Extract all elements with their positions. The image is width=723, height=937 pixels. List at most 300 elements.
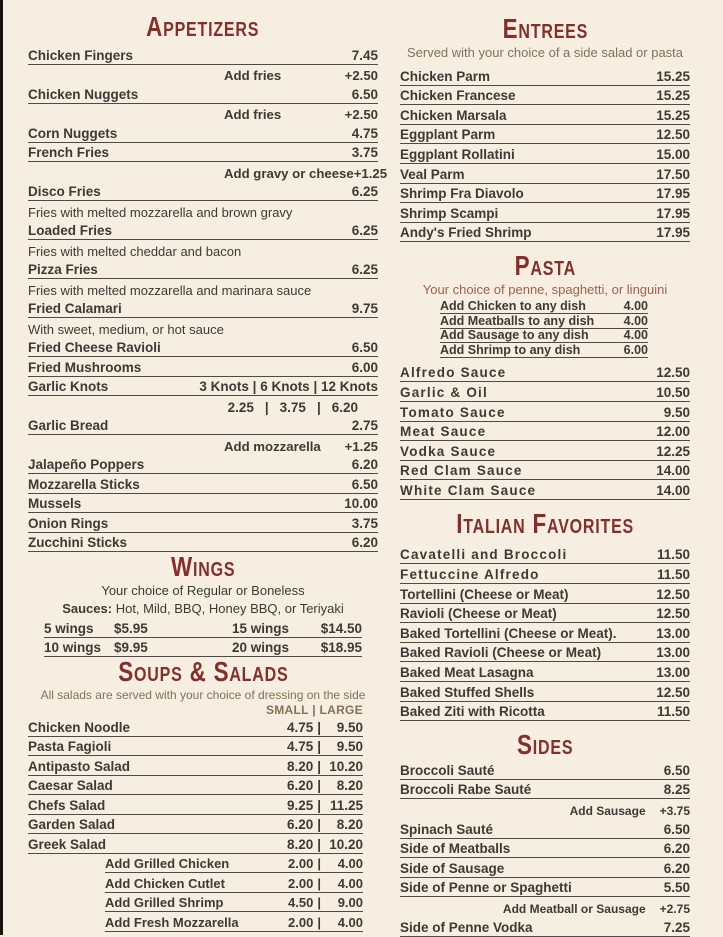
section-title-text: Soups & Salads — [117, 656, 289, 687]
price-separator: | — [317, 797, 321, 813]
section-title — [28, 12, 378, 42]
menu-item-row — [400, 363, 690, 383]
section-subtitle: Your choice of penne, spaghetti, or linguini — [422, 282, 668, 298]
price-small: 4.75 — [286, 719, 314, 735]
menu-item-row — [28, 494, 378, 514]
size-price: 3.75 — [279, 399, 306, 415]
menu-item-row — [28, 45, 378, 65]
section-title-text: Pasta — [514, 250, 576, 282]
item-price: 9.50 — [663, 404, 690, 420]
item-name: Side of Penne or Spaghetti — [400, 880, 572, 896]
item-price: 3.75 — [351, 145, 378, 160]
item-name: Fettuccine Alfredo — [400, 567, 540, 583]
item-price: 4.75 — [351, 125, 378, 141]
price-large: 10.20 — [329, 836, 363, 852]
section-title — [400, 509, 690, 539]
item-name: Baked Ravioli (Cheese or Meat) — [400, 645, 602, 661]
section-title-text: Wings — [170, 551, 236, 582]
menu-item-row — [400, 564, 690, 584]
menu-item-row — [400, 819, 690, 839]
menu-item-row — [400, 623, 690, 643]
section-title — [400, 251, 690, 281]
addon-row — [400, 799, 690, 819]
addon-price: 6.00 — [623, 342, 648, 357]
price-separator: | — [317, 758, 321, 774]
addon-price: +2.75 — [659, 901, 690, 916]
price-large: 4.00 — [337, 856, 363, 871]
price-separator: | — [317, 895, 321, 910]
item-name: Ravioli (Cheese or Meat) — [400, 606, 557, 622]
item-name: French Fries — [28, 145, 110, 160]
item-price: 12.50 — [656, 606, 690, 622]
addon-label: Add fries — [224, 68, 282, 83]
addon-price: +2.50 — [344, 107, 378, 122]
addon-row — [28, 104, 378, 124]
item-price: 12.50 — [656, 365, 690, 381]
menu-item-row — [400, 223, 690, 243]
section-rows — [28, 45, 388, 552]
item-description-row — [28, 201, 378, 221]
addon-row — [28, 162, 388, 182]
addon-label: Add Chicken to any dish — [440, 298, 586, 313]
addon-row — [105, 873, 363, 893]
price-separator: | — [317, 778, 321, 793]
addon-price: +2.50 — [344, 68, 378, 83]
menu-item-row — [400, 662, 690, 682]
addon-label: Add Meatballs to any dish — [440, 313, 595, 328]
scan-edge — [0, 0, 3, 935]
item-name: Spinach Sauté — [400, 821, 494, 837]
menu-item-row — [28, 737, 363, 757]
menu-item-row — [400, 86, 690, 106]
item-name: Onion Rings — [28, 515, 109, 531]
item-name: Side of Meatballs — [400, 841, 511, 857]
menu-item-row — [400, 105, 690, 125]
sauce-options-line: Sauces: Hot, Mild, BBQ, Honey BBQ, or Teriyaki — [62, 601, 344, 616]
price-small: 8.20 — [286, 836, 314, 852]
item-name: Eggplant Parm — [400, 127, 496, 143]
item-name: Garlic Bread — [28, 418, 109, 433]
price-large: 9.50 — [336, 739, 363, 754]
item-price: 17.95 — [656, 205, 690, 221]
price-separator: | — [317, 856, 321, 871]
item-name: Chicken Marsala — [400, 107, 507, 123]
size-price: 2.25 — [227, 399, 254, 415]
item-price: 12.00 — [656, 424, 690, 440]
section-title — [28, 552, 378, 582]
item-name: Baked Ziti with Ricotta — [400, 704, 545, 720]
item-description: Fries with melted mozzarella and brown gravy — [28, 204, 293, 220]
item-name: Mussels — [28, 496, 82, 511]
item-price: 2.75 — [351, 418, 378, 433]
section-rows — [400, 66, 690, 242]
addon-label: Add gravy or cheese — [224, 165, 354, 181]
price-separator: | — [317, 719, 321, 735]
item-price: 10.50 — [656, 384, 690, 400]
menu-item-row — [28, 513, 378, 533]
menu-item-row — [400, 184, 690, 204]
addon-label: Add mozzarella — [224, 438, 321, 454]
menu-item-row — [28, 123, 378, 143]
section-entrees — [400, 14, 690, 242]
addon-label: Add fries — [224, 107, 282, 122]
menu-item-row — [400, 382, 690, 402]
price-large: 4.00 — [337, 875, 363, 891]
section-title-text: Appetizers — [146, 11, 260, 42]
price-small: 2.00 — [288, 875, 314, 891]
menu-item-row — [28, 756, 363, 776]
price-large: 4.00 — [337, 914, 363, 930]
item-name: Caesar Salad — [28, 778, 113, 793]
item-name: Broccoli Rabe Sauté — [400, 782, 532, 798]
item-price: 15.25 — [656, 107, 690, 123]
price-pair — [280, 876, 363, 891]
menu-item-row — [28, 834, 363, 854]
price-large: 11.25 — [329, 797, 363, 813]
price-large: 9.00 — [337, 895, 363, 910]
price-separator: | — [317, 914, 321, 930]
menu-item-row — [400, 203, 690, 223]
section-rows — [28, 618, 378, 657]
addon-row — [28, 65, 378, 85]
menu-item-row — [28, 776, 363, 796]
item-name: White Clam Sauce — [400, 482, 537, 498]
menu-item-row — [400, 461, 690, 481]
item-price: 6.20 — [663, 860, 690, 876]
menu-item-row — [400, 702, 690, 722]
item-name: Baked Stuffed Shells — [400, 684, 535, 700]
addon-row — [440, 329, 648, 344]
addon-row — [440, 343, 648, 358]
menu-item-row — [28, 455, 378, 475]
item-price: 12.50 — [656, 586, 690, 602]
item-name: Shrimp Scampi — [400, 205, 499, 221]
menu-item-row — [28, 416, 378, 436]
price-pair — [280, 915, 363, 930]
price-separator: | — [317, 817, 321, 832]
price-separator: | — [317, 739, 321, 754]
item-description: With sweet, medium, or hot sauce — [28, 321, 224, 337]
wings-price: $9.95 — [114, 640, 148, 655]
wings-count: 5 wings — [44, 620, 94, 636]
item-name: Broccoli Sauté — [400, 762, 495, 778]
item-price: 13.00 — [656, 665, 690, 681]
addon-label: Add Chicken Cutlet — [105, 875, 225, 891]
addon-label: Add Grilled Shrimp — [105, 895, 224, 910]
section-appetizers — [28, 11, 388, 552]
section-title-text: Sides — [516, 729, 574, 761]
sauces-label: Sauces: — [62, 601, 113, 616]
wings-price-row — [44, 638, 362, 658]
item-price: 11.50 — [656, 547, 690, 563]
item-price: 12.50 — [656, 684, 690, 700]
addon-label: Add Fresh Mozzarella — [105, 914, 239, 930]
price-pair — [280, 798, 363, 813]
section-pasta — [400, 251, 690, 500]
section-title — [400, 730, 690, 760]
item-price: 6.20 — [351, 457, 378, 472]
menu-item-row — [400, 164, 690, 184]
menu-item-row — [28, 84, 378, 104]
menu-item-row — [28, 795, 363, 815]
item-price: 6.00 — [351, 359, 378, 375]
item-description-row — [28, 318, 378, 338]
addon-row — [28, 435, 378, 455]
menu-item-row — [400, 144, 690, 164]
addon-row — [105, 912, 363, 932]
item-price: 6.50 — [351, 86, 378, 102]
item-price: 12.50 — [656, 127, 690, 143]
menu-item-row — [28, 221, 378, 241]
menu-item-row — [400, 66, 690, 86]
menu-item-row — [28, 260, 378, 280]
addon-price: +3.75 — [659, 804, 690, 818]
item-name: Chicken Francese — [400, 88, 516, 104]
addon-label: Add Sausage to any dish — [440, 328, 589, 343]
menu-item-row — [400, 402, 690, 422]
section-favorites — [400, 509, 690, 721]
price-pair — [280, 720, 363, 735]
menu-item-row — [28, 143, 378, 163]
item-price: 17.95 — [656, 186, 690, 202]
menu-item-row — [400, 682, 690, 702]
addon-price: +1.25 — [344, 438, 378, 454]
section-title — [400, 14, 690, 44]
menu-item-row — [28, 182, 378, 202]
wings-price: $5.95 — [114, 620, 148, 636]
item-price: 10.00 — [344, 496, 378, 511]
wings-count: 15 wings — [232, 620, 290, 636]
price-small: 2.00 — [288, 914, 314, 930]
item-name: Pasta Fagioli — [28, 739, 112, 754]
price-small: 6.20 — [286, 817, 314, 832]
price-large: 8.20 — [336, 817, 363, 832]
price-pair — [280, 739, 363, 754]
price-pair — [280, 817, 363, 832]
item-name: Loaded Fries — [28, 223, 113, 238]
menu-item-row — [400, 760, 690, 780]
item-price: 12.25 — [656, 443, 690, 459]
item-name: Chicken Fingers — [28, 47, 134, 63]
item-price: 7.45 — [351, 47, 378, 63]
addon-price: +1.25 — [353, 165, 388, 181]
price-small: 4.75 — [286, 739, 314, 754]
section-title — [28, 657, 378, 687]
item-name: Meat Sauce — [400, 424, 487, 440]
item-name: Cavatelli and Broccoli — [400, 547, 568, 563]
menu-item-row — [28, 338, 378, 358]
item-name: Chicken Nuggets — [28, 86, 139, 102]
item-price: 7.25 — [663, 919, 690, 935]
addon-label: Add Shrimp to any dish — [440, 342, 581, 357]
item-name: Fried Cheese Ravioli — [28, 340, 161, 355]
wings-price: $14.50 — [320, 620, 362, 636]
section-title-text: Entrees — [502, 13, 588, 44]
item-price: 6.50 — [351, 476, 378, 492]
item-description-row — [28, 240, 378, 260]
menu-item-row — [28, 815, 363, 835]
addon-label: Add Grilled Chicken — [105, 856, 230, 871]
price-separator: | — [317, 875, 321, 891]
section-subtitle: Your choice of Regular or Boneless — [101, 583, 305, 598]
item-price: 8.25 — [663, 782, 690, 798]
item-name: Garlic & Oil — [400, 384, 488, 400]
menu-column-right — [400, 14, 690, 937]
item-name: Disco Fries — [28, 184, 101, 199]
menu-item-row — [400, 917, 690, 937]
price-pair — [280, 759, 363, 774]
menu-item-row — [400, 604, 690, 624]
section-subtitle: Served with your choice of a side salad or pasta — [406, 45, 684, 60]
item-price: 14.00 — [656, 463, 690, 479]
item-name: Side of Penne Vodka — [400, 919, 533, 935]
item-price: 6.50 — [663, 762, 690, 778]
price-pair — [280, 856, 363, 871]
menu-item-row — [400, 878, 690, 898]
menu-column-left — [28, 11, 388, 932]
addon-row — [400, 897, 690, 917]
item-price: 15.00 — [656, 146, 690, 162]
menu-item-row — [400, 643, 690, 663]
price-small: 4.50 — [288, 895, 314, 910]
menu-item-row — [400, 441, 690, 461]
section-rows — [400, 299, 690, 500]
addon-row — [105, 854, 363, 874]
item-name: Greek Salad — [28, 836, 107, 852]
item-name: Shrimp Fra Diavolo — [400, 186, 524, 202]
item-name: Tortellini (Cheese or Meat) — [400, 586, 569, 602]
menu-item-row — [400, 545, 690, 565]
section-note: All salads are served with your choice of dressing on the side — [40, 688, 366, 702]
item-price: 6.25 — [351, 223, 378, 238]
item-name: Eggplant Rollatini — [400, 146, 515, 162]
price-large: 8.20 — [336, 778, 363, 793]
item-price: 6.50 — [351, 340, 378, 355]
addon-row — [440, 299, 648, 314]
price-large: 10.20 — [329, 758, 363, 774]
menu-item-row — [28, 299, 378, 319]
addon-row — [105, 893, 363, 913]
item-name: Alfredo Sauce — [400, 365, 507, 381]
addon-price: 4.00 — [623, 298, 648, 313]
item-price: 11.50 — [656, 567, 690, 583]
wings-price-row — [44, 618, 362, 638]
wings-price: $18.95 — [320, 640, 362, 655]
menu-item-row — [400, 839, 690, 859]
section-rows — [28, 717, 378, 932]
section-rows — [400, 760, 690, 936]
section-sides — [400, 730, 690, 936]
item-name: Antipasto Salad — [28, 758, 131, 774]
item-name: Pizza Fries — [28, 262, 98, 277]
price-small: 8.20 — [286, 758, 314, 774]
menu-item-row — [28, 533, 378, 553]
wings-count: 20 wings — [232, 640, 290, 655]
section-soups — [28, 657, 378, 932]
item-name: Garden Salad — [28, 817, 116, 832]
item-name: Side of Sausage — [400, 860, 505, 876]
price-pair — [280, 837, 363, 852]
item-name: Garlic Knots — [28, 379, 109, 394]
addon-row — [440, 314, 648, 329]
item-name: Zucchini Sticks — [28, 535, 128, 550]
item-price: 6.25 — [351, 262, 378, 277]
item-name: Vodka Sauce — [400, 443, 497, 459]
item-price: 13.00 — [656, 645, 690, 661]
item-price: 6.20 — [663, 841, 690, 857]
item-price: 6.25 — [351, 184, 378, 199]
item-name: Chicken Parm — [400, 68, 491, 84]
menu-item-row — [28, 717, 363, 737]
item-name: Fried Mushrooms — [28, 359, 142, 375]
price-separator: | — [264, 399, 269, 415]
menu-item-row — [400, 858, 690, 878]
item-name: Jalapeño Poppers — [28, 457, 145, 472]
menu-item-row — [400, 480, 690, 500]
item-name: Chefs Salad — [28, 797, 106, 813]
section-wings — [28, 552, 378, 657]
item-price: 15.25 — [656, 68, 690, 84]
menu-item-row — [28, 357, 378, 377]
menu-item-row — [400, 125, 690, 145]
addon-price: 4.00 — [623, 328, 648, 343]
section-title-text: Italian Favorites — [456, 507, 634, 539]
addon-label: Add Meatball or Sausage — [502, 901, 646, 916]
item-name: Baked Tortellini (Cheese or Meat). — [400, 625, 617, 641]
price-pair — [280, 778, 363, 793]
size-prices-row — [28, 396, 378, 416]
size-options: 3 Knots | 6 Knots | 12 Knots — [199, 379, 378, 394]
item-price: 6.50 — [663, 821, 690, 837]
price-small: 6.20 — [286, 778, 314, 793]
item-description-row — [28, 279, 378, 299]
item-name: Mozzarella Sticks — [28, 476, 140, 492]
item-name: Veal Parm — [400, 166, 465, 182]
item-price: 11.50 — [656, 704, 690, 720]
item-name: Baked Meat Lasagna — [400, 665, 534, 681]
price-columns-header: SMALL | LARGE — [265, 703, 363, 717]
menu-item-row — [400, 780, 690, 800]
item-description: Fries with melted mozzarella and marinara sauce — [28, 282, 312, 298]
price-small: 9.25 — [286, 797, 314, 813]
item-price: 15.25 — [656, 88, 690, 104]
item-price: 5.50 — [663, 880, 690, 896]
item-name: Andy's Fried Shrimp — [400, 225, 532, 241]
wings-count: 10 wings — [44, 640, 102, 655]
item-name: Red Clam Sauce — [400, 463, 523, 479]
addon-price: 4.00 — [623, 313, 648, 328]
menu-item-row — [28, 474, 378, 494]
price-separator: | — [316, 399, 321, 415]
item-name: Fried Calamari — [28, 301, 122, 316]
item-price: 17.50 — [656, 166, 690, 182]
item-price: 3.75 — [351, 515, 378, 531]
item-price: 13.00 — [656, 625, 690, 641]
item-price: 14.00 — [656, 482, 690, 498]
item-name: Chicken Noodle — [28, 719, 131, 735]
price-pair — [280, 895, 363, 910]
size-price: 6.20 — [331, 399, 358, 415]
item-name: Corn Nuggets — [28, 125, 118, 141]
price-large: 9.50 — [336, 719, 363, 735]
addon-label: Add Sausage — [569, 804, 646, 818]
item-description: Fries with melted cheddar and bacon — [28, 243, 242, 259]
item-price: 17.95 — [656, 225, 690, 241]
price-separator: | — [317, 836, 321, 852]
item-name: Tomato Sauce — [400, 404, 506, 420]
menu-item-row — [28, 377, 378, 397]
menu-item-row — [400, 422, 690, 442]
